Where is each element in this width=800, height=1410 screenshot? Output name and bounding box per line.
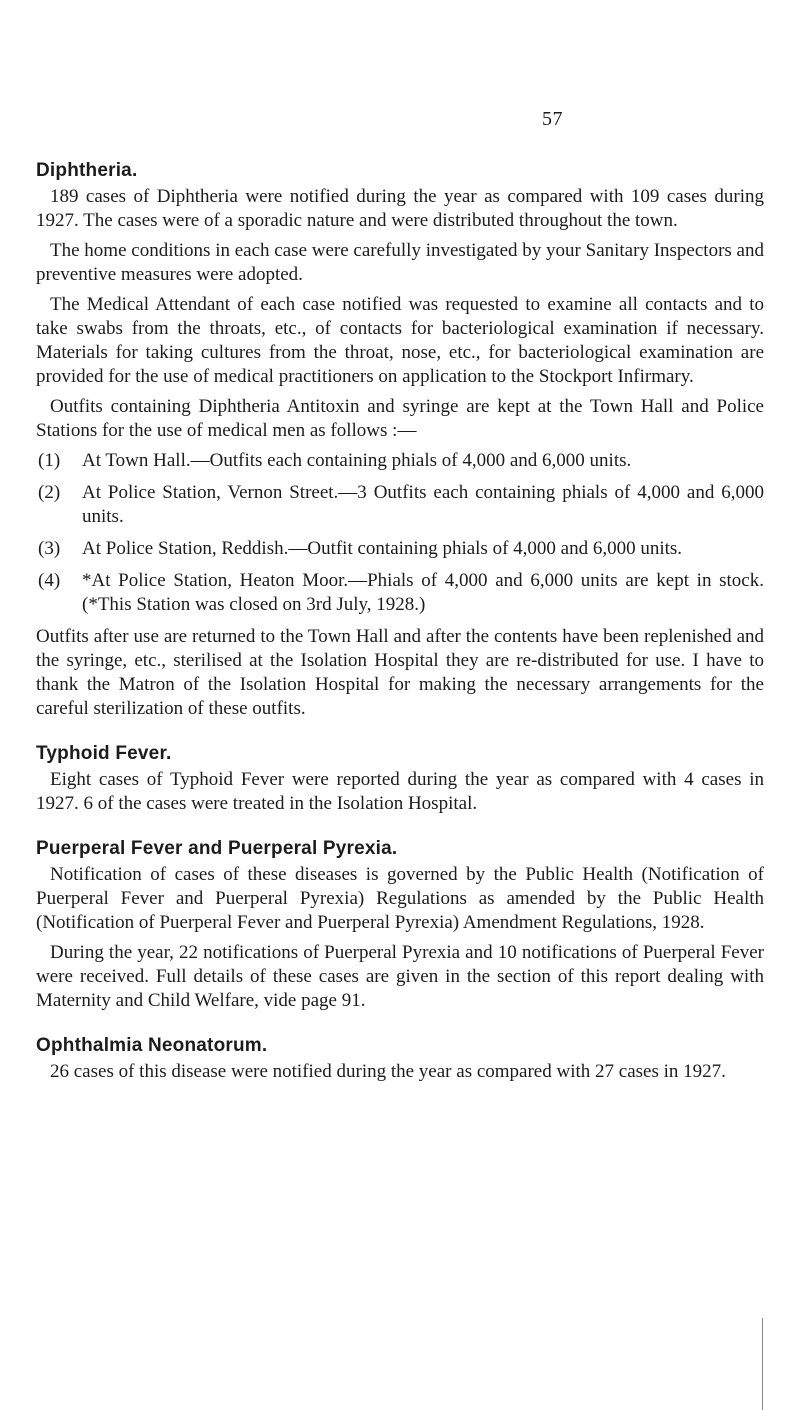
- section-heading: Ophthalmia Neonatorum.: [36, 1035, 268, 1056]
- section-puerperal: [36, 838, 764, 1013]
- paragraph: The Medical Attendant of each case notified was requested to examine all contacts and to take swabs from the throats, etc., of contacts for bacteriological examination if necessary. Materials for taking cultures from the throat, nose, etc., for bacteriological examination are provided for the use of medical practitioners on application to the Stockport Infirmary.: [36, 294, 764, 387]
- section-heading: Diphtheria.: [36, 160, 138, 181]
- section-diphtheria: [36, 160, 764, 721]
- paragraph: Outfits after use are returned to the Town Hall and after the contents have been replenished and the syringe, etc., sterilised at the Isolation Hospital they are re-distributed for use. I have to thank the Matron of the Isolation Hospital for making the necessary arrangements for the careful sterilization of these outfits.: [36, 626, 764, 719]
- list-text: *At Police Station, Heaton Moor.—Phials of 4,000 and 6,000 units are kept in stock. (*This Station was closed on 3rd July, 1928.): [82, 570, 764, 615]
- list-item: [36, 449, 764, 473]
- list-item: [36, 569, 764, 617]
- list-text: At Police Station, Vernon Street.—3 Outfits each containing phials of 4,000 and 6,000 units.: [82, 482, 764, 527]
- list-number: (1): [38, 450, 61, 471]
- list-number: (2): [38, 482, 61, 503]
- page-edge-line: [762, 1318, 763, 1410]
- list-number: (4): [38, 570, 61, 591]
- paragraph: The home conditions in each case were carefully investigated by your Sanitary Inspectors and preventive measures were adopted.: [36, 240, 764, 285]
- section-ophthalmia: [36, 1035, 764, 1084]
- page-content: [36, 160, 764, 1090]
- section-heading: Puerperal Fever and Puerperal Pyrexia.: [36, 838, 398, 859]
- list-item: [36, 481, 764, 529]
- paragraph: During the year, 22 notifications of Puerperal Pyrexia and 10 notifications of Puerperal Fever were received. Full details of these cases are given in the section of this report dealing with Maternity and Child Welfare, vide page 91.: [36, 942, 764, 1011]
- paragraph: 26 cases of this disease were notified during the year as compared with 27 cases in 1927.: [50, 1061, 726, 1082]
- paragraph: Notification of cases of these diseases is governed by the Public Health (Notification of Puerperal Fever and Puerperal Pyrexia) Regulations as amended by the Public Health (Notification of Puerperal Fever and Puerperal Pyrexia) Amendment Regulations, 1928.: [36, 864, 764, 933]
- paragraph: Eight cases of Typhoid Fever were reported during the year as compared with 4 cases in 1927. 6 of the cases were treated in the Isolation Hospital.: [36, 769, 764, 814]
- page-number: 57: [542, 108, 563, 130]
- outfit-list: [36, 449, 764, 617]
- list-text: At Town Hall.—Outfits each containing phials of 4,000 and 6,000 units.: [82, 450, 632, 471]
- section-typhoid: [36, 743, 764, 816]
- list-item: [36, 537, 764, 561]
- list-text: At Police Station, Reddish.—Outfit containing phials of 4,000 and 6,000 units.: [82, 538, 683, 559]
- list-number: (3): [38, 538, 61, 559]
- paragraph: 189 cases of Diphtheria were notified during the year as compared with 109 cases during 1927. The cases were of a sporadic nature and were distributed throughout the town.: [36, 186, 764, 231]
- section-heading: Typhoid Fever.: [36, 743, 172, 764]
- paragraph: Outfits containing Diphtheria Antitoxin and syringe are kept at the Town Hall and Police Stations for the use of medical men as follows :—: [36, 396, 764, 441]
